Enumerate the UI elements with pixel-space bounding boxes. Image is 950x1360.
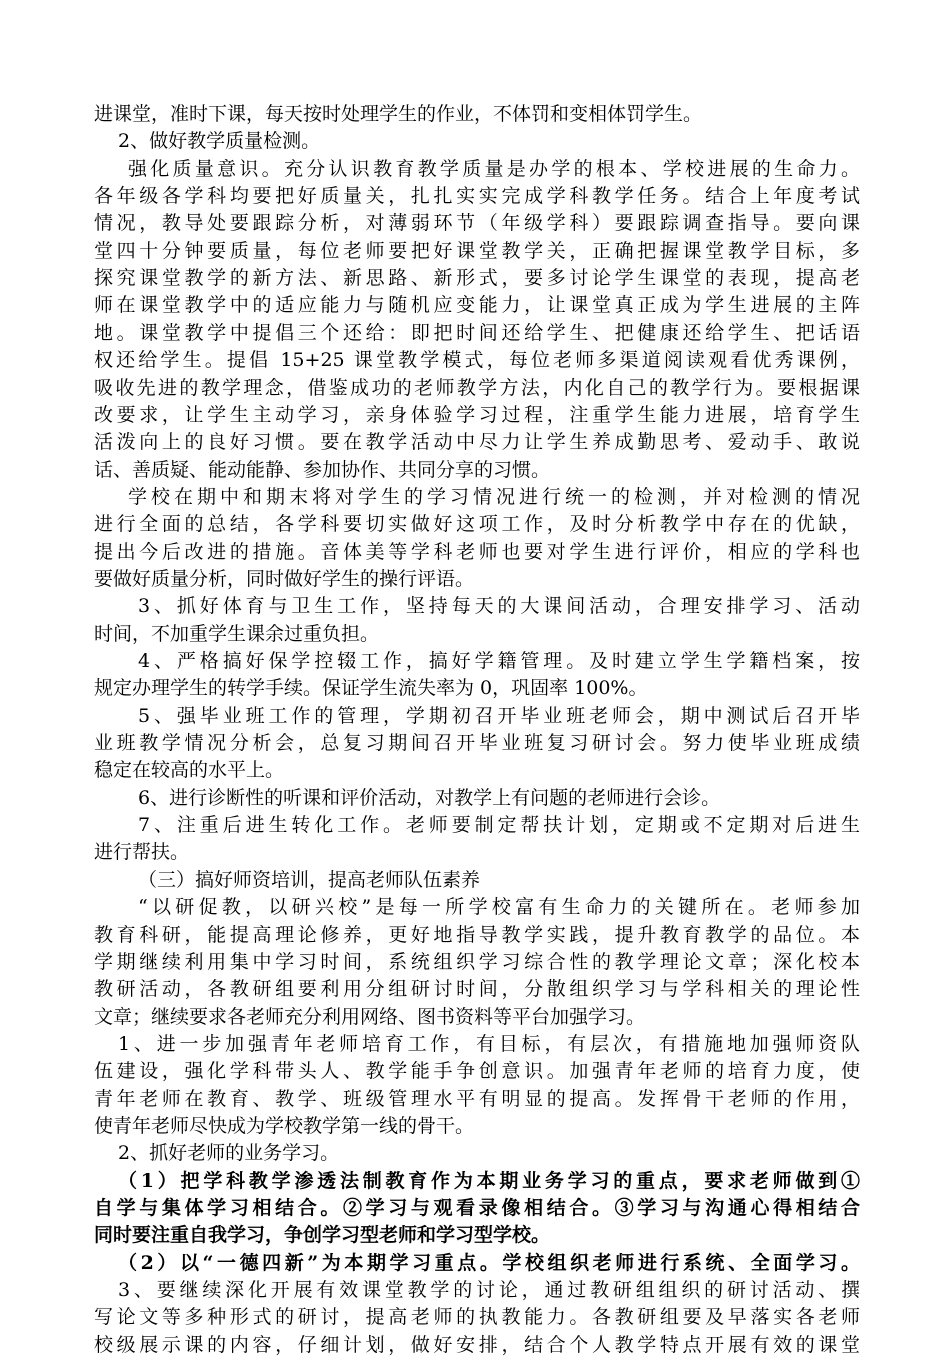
text-line: 要做好质量分析，同时做好学生的操行评语。: [94, 567, 475, 590]
text-line: 提出今后改进的措施。音体美等学科老师也要对学生进行评价，相应的学科也: [94, 540, 860, 563]
text-line: 学校在期中和期末将对学生的学习情况进行统一的检测，并对检测的情况: [128, 485, 860, 508]
text-line: 规定办理学生的转学手续。保证学生流失率为 0，巩固率 100%。: [94, 677, 648, 700]
text-line: 稳定在较高的水平上。: [94, 759, 285, 782]
text-line: 青年老师在教育、教学、班级管理水平有明显的提高。发挥骨干老师的作用，: [94, 1087, 860, 1110]
text-line: 各年级各学科均要把好质量关，扎扎实实完成学科教学任务。结合上年度考试: [94, 185, 860, 208]
text-line: 活泼向上的良好习惯。要在教学活动中尽力让学生养成勤思考、爱动手、敢说: [94, 431, 860, 454]
text-line: （三）搞好师资培训，提高老师队伍素养: [138, 868, 481, 891]
text-line: 教研活动，各教研组要利用分组研讨时间，分散组织学习与学科相关的理论性: [94, 978, 860, 1001]
text-line: 业班教学情况分析会，总复习期间召开毕业班复习研讨会。努力使毕业班成绩: [94, 732, 860, 755]
text-line: 时间，不加重学生课余过重负担。: [94, 622, 380, 645]
text-line: 2、抓好老师的业务学习。: [118, 1142, 340, 1165]
text-line: 3、要继续深化开展有效课堂教学的讨论，通过教研组组织的研讨活动、撰: [118, 1279, 860, 1302]
text-line: 自学与集体学习相结合。②学习与观看录像相结合。③学习与沟通心得相结合: [94, 1197, 860, 1219]
text-line: 1、进一步加强青年老师培育工作，有目标，有层次，有措施地加强师资队: [118, 1032, 860, 1055]
text-line: 权还给学生。提倡 15+25 课堂教学模式，每位老师多渠道阅读观看优秀课例，: [94, 349, 860, 372]
text-line: 学期继续利用集中学习时间，系统组织学习综合性的教学理论文章；深化校本: [94, 950, 860, 973]
text-line: 师在课堂教学中的适应能力与随机应变能力，让课堂真正成为学生进展的主阵: [94, 294, 860, 317]
text-line: （2）以“一德四新”为本期学习重点。学校组织老师进行系统、全面学习。: [118, 1251, 860, 1274]
text-line: 2、做好教学质量检测。: [118, 130, 321, 153]
text-line: 文章；继续要求各老师充分利用网络、图书资料等平台加强学习。: [94, 1005, 646, 1028]
text-line: 堂四十分钟要质量，每位老师要把好课堂教学关，正确把握课堂教学目标，多: [94, 239, 860, 262]
text-line: 伍建设，强化学科带头人、教学能手争创意识。加强青年老师的培育力度，使: [94, 1060, 860, 1083]
text-line: 话、善质疑、能动能静、参加协作、共同分享的习惯。: [94, 458, 551, 481]
text-line: “以研促教，以研兴校”是每一所学校富有生命力的关键所在。老师参加: [138, 896, 860, 919]
text-line: 探究课堂教学的新方法、新思路、新形式，要多讨论学生课堂的表现，提高老: [94, 267, 860, 290]
text-line: 地。课堂教学中提倡三个还给：即把时间还给学生、把健康还给学生、把话语: [94, 321, 860, 344]
text-line: 情况，教导处要跟踪分析，对薄弱环节（年级学科）要跟踪调查指导。要向课: [94, 212, 860, 235]
text-line: 5、强毕业班工作的管理，学期初召开毕业班老师会，期中测试后召开毕: [138, 704, 860, 727]
text-line: 4、严格搞好保学控辍工作，搞好学籍管理。及时建立学生学籍档案，按: [138, 650, 860, 672]
text-line: 吸收先进的教学理念，借鉴成功的老师教学方法，内化自己的教学行为。要根据课: [94, 376, 860, 399]
text-line: 使青年老师尽快成为学校教学第一线的骨干。: [94, 1114, 475, 1137]
text-line: 写论文等多种形式的研讨，提高老师的执教能力。各教研组要及早落实各老师: [94, 1306, 860, 1329]
text-line: 6、进行诊断性的听课和评价活动，对教学上有问题的老师进行会诊。: [138, 786, 721, 809]
text-line: 强化质量意识。充分认识教育教学质量是办学的根本、学校进展的生命力。: [128, 157, 860, 180]
text-line: 进行全面的总结，各学科要切实做好这项工作，及时分析教学中存在的优缺，: [94, 513, 860, 536]
text-line: 改要求，让学生主动学习，亲身体验学习过程，注重学生能力进展，培育学生: [94, 403, 860, 426]
text-line: 3、抓好体育与卫生工作，坚持每天的大课间活动，合理安排学习、活动: [138, 595, 860, 618]
text-line: （1）把学科教学渗透法制教育作为本期业务学习的重点，要求老师做到①: [118, 1169, 860, 1192]
text-line: 同时要注重自我学习，争创学习型老师和学习型学校。: [94, 1224, 551, 1247]
text-line: 进课堂，准时下课，每天按时处理学生的作业，不体罚和变相体罚学生。: [94, 103, 703, 125]
text-line: 教育科研，能提高理论修养，更好地指导教学实践，提升教育教学的品位。本: [94, 923, 860, 946]
text-line: 进行帮扶。: [94, 841, 190, 864]
text-line: 7、注重后进生转化工作。老师要制定帮扶计划，定期或不定期对后进生: [138, 814, 860, 837]
text-line: 校级展示课的内容，仔细计划，做好安排，结合个人教学特点开展有效的课堂: [94, 1333, 860, 1356]
